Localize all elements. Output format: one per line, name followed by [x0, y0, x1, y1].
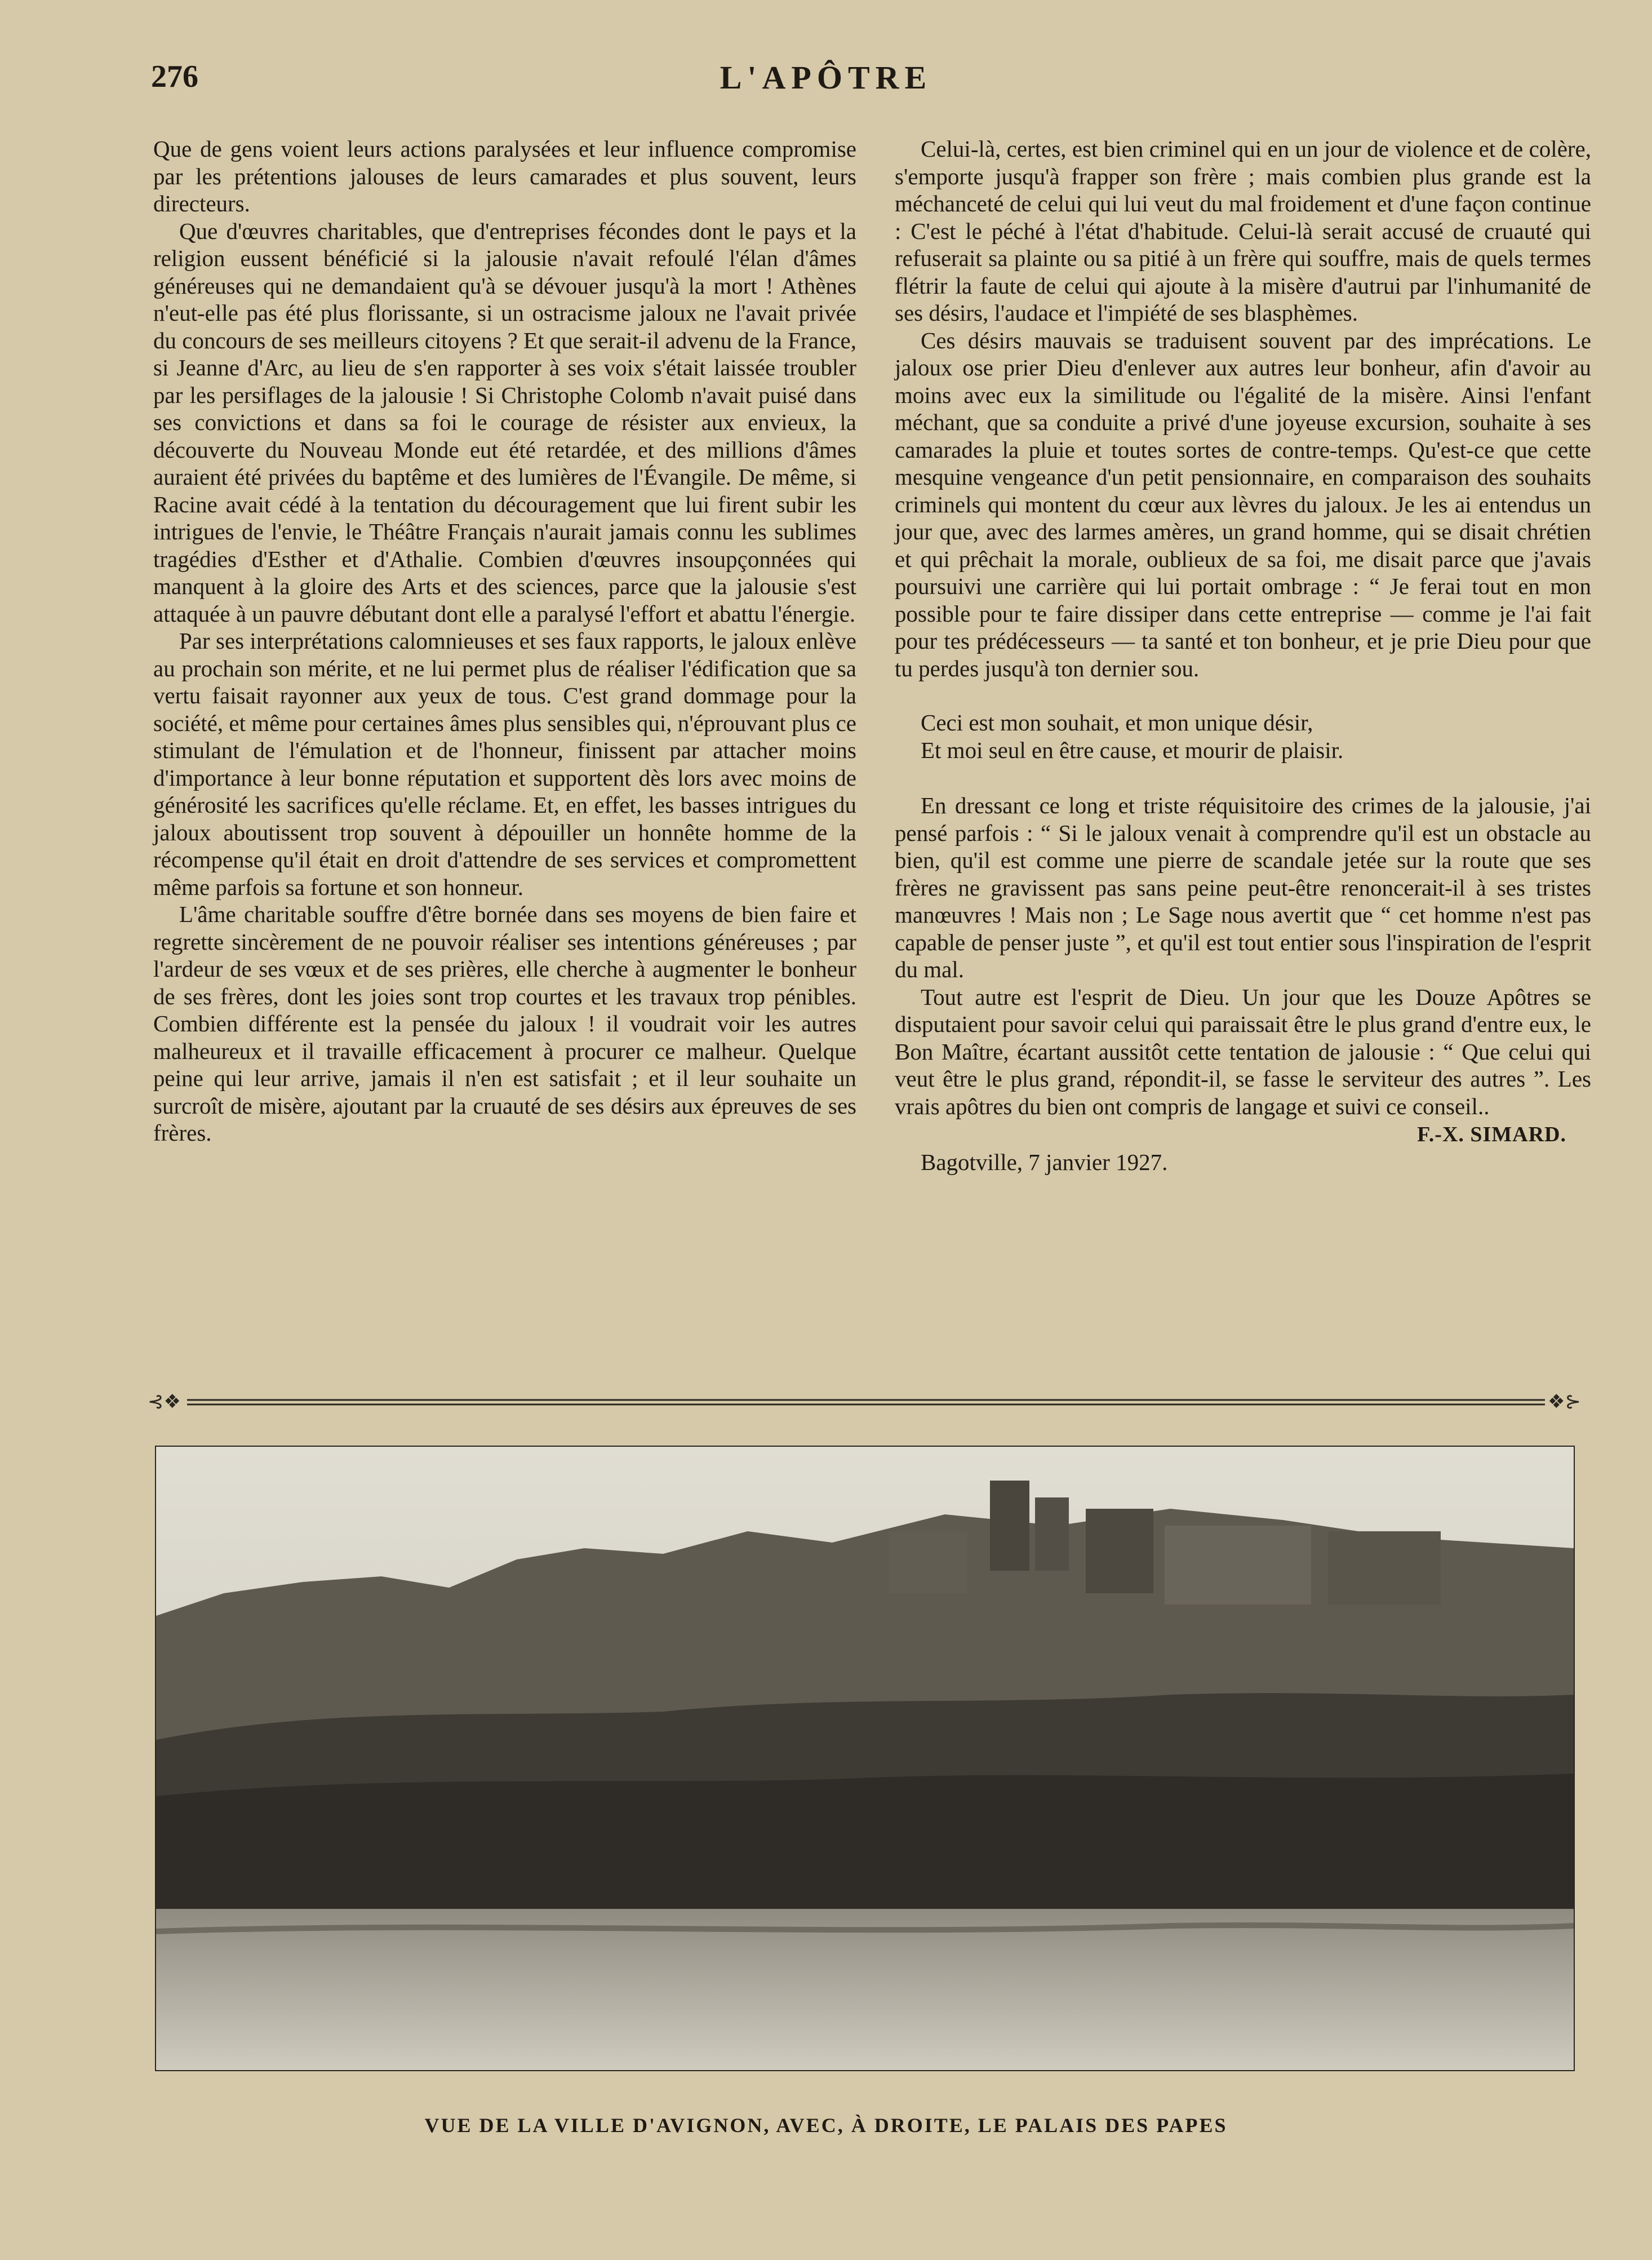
- paragraph: Ces désirs mauvais se traduisent souvent par des imprécations. Le jaloux ose prier Dieu d'enlever aux autres leur bonheur, afin d'avoir au moins avec eux la similitude ou l'égalité de la misère. Ainsi l'enfant méchant, que sa conduite a privé d'une joyeuse excursion, souhaite à ses camarades la pluie et toutes sortes de contre-temps. Qu'est-ce que cette mesquine vengeance d'un petit pensionnaire, en comparaison des souhaits criminels qui montent du cœur aux lèvres du jaloux. Je les ai entendus un jour que, avec des larmes amères, un grand homme, qui se disait chrétien et qui prêchait la morale, oublieux de sa foi, me disait parce que j'avais poursuivi une carrière qui lui portait ombrage : “ Je ferai tout en mon possible pour te faire dissiper dans cette entreprise — comme je l'ai fait pour tes prédécesseurs — ta santé et ton bonheur, et je prie Dieu pour que tu perdes jusqu'à ton dernier sou.: [895, 327, 1591, 681]
- paragraph: Que de gens voient leurs actions paralysées et leur influence compromise par les prétentions jalouses de leurs camarades et plus souvent, leurs directeurs.: [153, 136, 856, 216]
- svg-text:❖⊱: ❖⊱: [1548, 1391, 1581, 1413]
- verse-line: Ceci est mon souhait, et mon unique désir,: [921, 710, 1313, 735]
- paragraph: L'âme charitable souffre d'être bornée dans ses moyens de bien faire et regrette sincèrement de ne pouvoir réaliser ses intentions généreuses ; par l'ardeur de ses vœux et de ses prières, elle cherche à augmenter le bonheur de ses frères, dont les joies sont trop courtes et les travaux trop pénibles. Combien différente est la pensée du jaloux ! il voudrait voir les autres malheureux et il travaille efficacement à procurer ce malheur. Quelque peine qui leur arrive, jamais il n'en est satisfait ; et il leur souhaite un surcroît de misère, ajoutant par la cruauté de ses désirs aux épreuves de ses frères.: [153, 901, 856, 1146]
- decorative-divider: [148, 1391, 1584, 1413]
- paragraph: Tout autre est l'esprit de Dieu. Un jour que les Douze Apôtres se disputaient pour savoir celui qui paraissait être le plus grand d'entre eux, le Bon Maître, écartant aussitôt cette tentation de jalousie : “ Que celui qui veut être le plus grand, répondit-il, se fasse le serviteur des autres ”. Les vrais apôtres du bien ont compris de langage et suivi ce conseil..: [895, 983, 1591, 1119]
- verse-quote: [921, 709, 1591, 764]
- avignon-photograph: [155, 1446, 1575, 2071]
- paragraph: Par ses interprétations calomnieuses et ses faux rapports, le jaloux enlève au prochain son mérite, et ne lui permet plus de réaliser l'édification que sa vertu faisait rayonner aux yeux de tous. C'est grand dommage pour la société, et même pour certaines âmes plus sensibles qui, n'éprouvant plus ce stimulant de l'émulation et de l'honneur, finissent par attacher moins d'importance à leur bonne réputation et supportent dès lors avec moins de générosité les sacrifices qu'elle réclame. Et, en effet, les basses intrigues du jaloux aboutissent trop souvent à dépouiller un honnête homme de la récompense qu'il était en droit d'attendre de ses services et compromettent même parfois sa fortune et son honneur.: [153, 628, 856, 900]
- right-column: [895, 135, 1591, 1176]
- author-signature: F.-X. SIMARD.: [1417, 1123, 1566, 1146]
- page-number: 276: [151, 59, 198, 94]
- paragraph: Celui-là, certes, est bien criminel qui en un jour de violence et de colère, s'emporte jusqu'à frapper son frère ; mais combien plus grande est la méchanceté de celui qui lui veut du mal froidement et d'une façon continue : C'est le péché à l'état d'habitude. Celui-là serait accusé de cruauté qui refuserait sa plainte ou sa pitié à un frère qui souffre, mais de quels termes flétrir la faute de celui qui ajoute à la misère d'autrui par l'inhumanité de ses désirs, l'audace et l'impiété de ses blasphèmes.: [895, 136, 1591, 326]
- svg-text:⊰❖: ⊰❖: [148, 1391, 181, 1413]
- verse-line: Et moi seul en être cause, et mourir de plaisir.: [921, 737, 1344, 763]
- photo-caption: VUE DE LA VILLE D'AVIGNON, AVEC, À DROITE, LE PALAIS DES PAPES: [424, 2114, 1228, 2137]
- paragraph: En dressant ce long et triste réquisitoire des crimes de la jalousie, j'ai pensé parfois : “ Si le jaloux venait à comprendre qu'il est un obstacle au bien, qu'il est comme une pierre de scandale jetée sur la route que ses frères ne gravissent pas sans peine peut-être renoncerait-il à ses tristes manœuvres ! Mais non ; Le Sage nous avertit que “ cet homme n'est pas capable de penser juste ”, et qu'il est tout entier sous l'inspiration de l'esprit du mal.: [895, 792, 1591, 982]
- page-header: [0, 56, 1652, 107]
- left-column: [153, 135, 856, 1147]
- paragraph: Que d'œuvres charitables, que d'entreprises fécondes dont le pays et la religion eussent bénéficié si la jalousie n'avait refoulé l'élan d'âmes généreuses qui ne demandaient qu'à se dévouer jusqu'à la mort ! Athènes n'eut-elle pas été plus florissante, si un ostracisme jaloux ne l'avait privée du concours de ses meilleurs citoyens ? Et que serait-il advenu de la France, si Jeanne d'Arc, au lieu de s'en rapporter à ses voix s'était laissée troubler par les persiflages de la jalousie ! Si Christophe Colomb n'avait puisé dans ses convictions et dans sa foi le courage de résister aux envieux, la découverte du Nouveau Monde eut été retardée, et des millions d'âmes auraient été privées du baptême et des lumières de l'Évangile. De même, si Racine avait cédé à la tentation du découragement que lui firent subir les intrigues de l'envie, le Théâtre Français n'aurait jamais connu les sublimes tragédies d'Esther et d'Athalie. Combien d'œuvres insoupçonnées qui manquent à la gloire des Arts et des sciences, parce que la jalousie s'est attaquée à un pauvre débutant dont elle a paralysé l'effort et abattu l'énergie.: [153, 218, 856, 627]
- journal-title: L'APÔTRE: [720, 59, 932, 96]
- dateline: Bagotville, 7 janvier 1927.: [921, 1149, 1168, 1175]
